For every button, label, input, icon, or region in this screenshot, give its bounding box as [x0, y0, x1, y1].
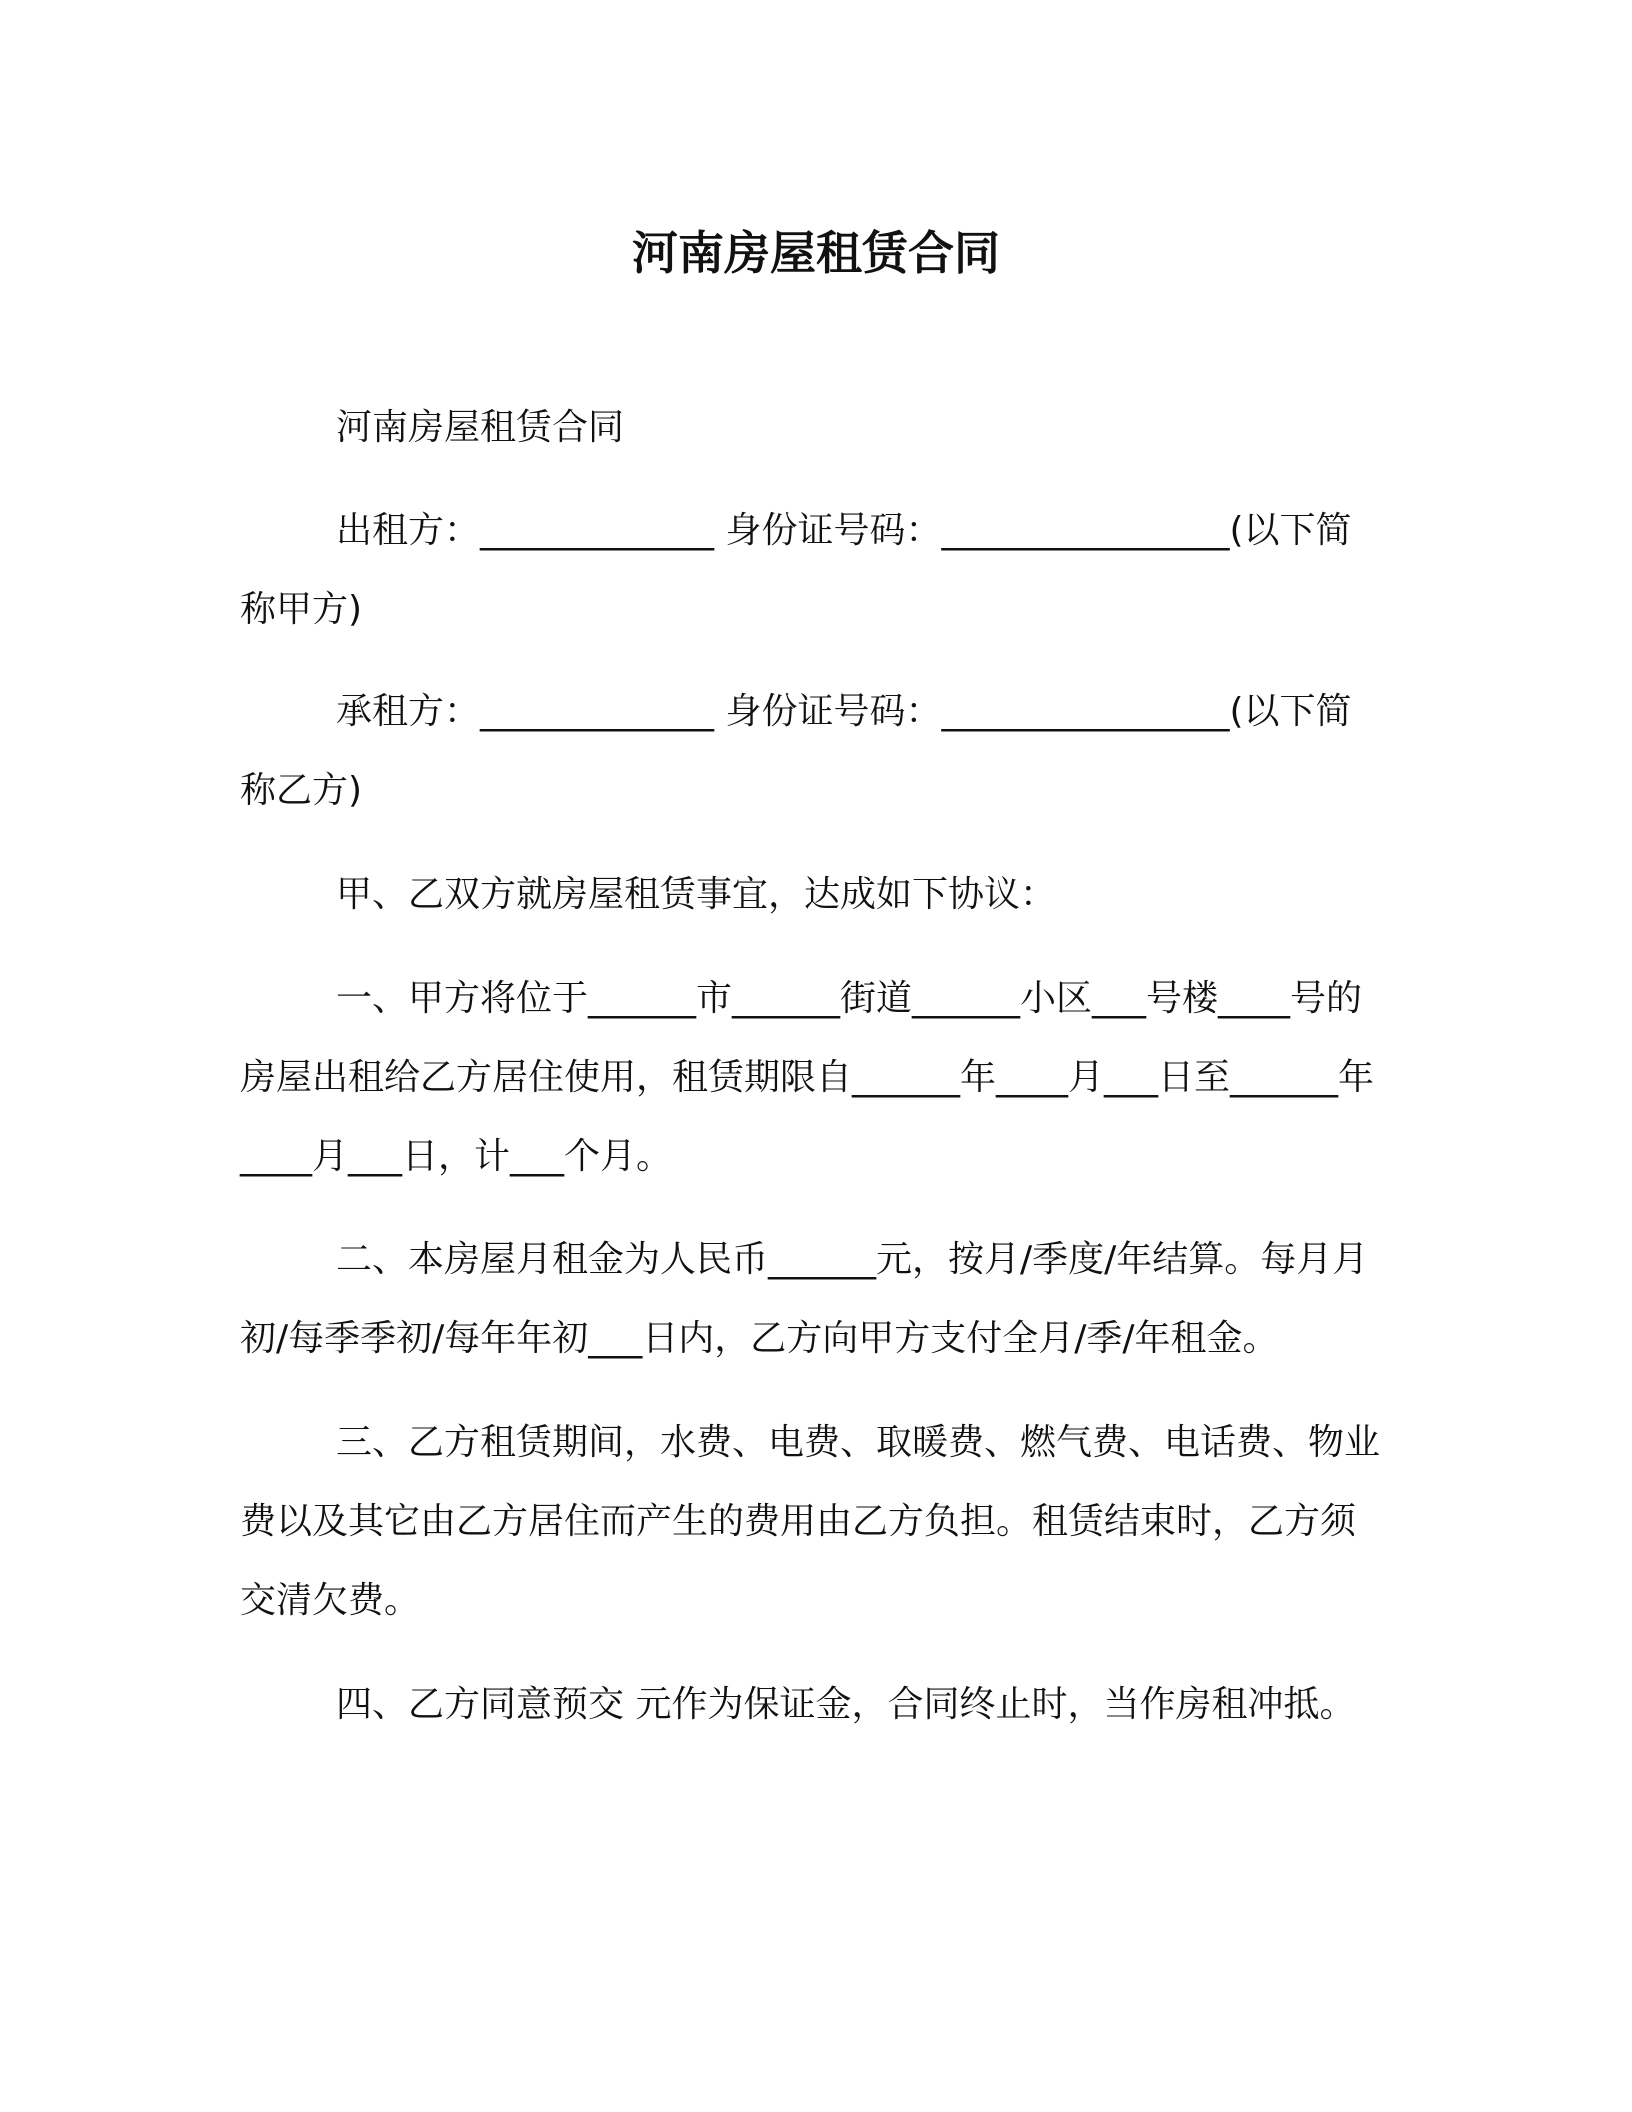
clause-2-paragraph: 二、本房屋月租金为人民币______元，按月/季度/年结算。每月月初/每季季初/每年年初___日内，乙方向甲方支付全月/季/年租金。 — [240, 1239, 1369, 1359]
clause-4-paragraph: 四、乙方同意预交 元作为保证金，合同终止时，当作房租冲抵。 — [336, 1684, 1356, 1725]
clause-3-paragraph: 三、乙方租赁期间，水费、电费、取暖费、燃气费、电话费、物业费以及其它由乙方居住而产生的费用由乙方负担。租赁结束时，乙方须交清欠费。 — [240, 1422, 1381, 1621]
clause-1-paragraph: 一、甲方将位于______市______街道______小区___号楼____号的房屋出租给乙方居住使用，租赁期限自______年____月___日至______年____月___日，计___个月。 — [240, 978, 1375, 1177]
document-body — [240, 388, 1380, 1744]
lessor-paragraph: 出租方：_____________ 身份证号码：________________(以下简称甲方) — [240, 510, 1352, 630]
lessee-paragraph: 承租方：_____________ 身份证号码：________________(以下简称乙方) — [240, 691, 1352, 811]
agreement-intro-paragraph: 甲、乙双方就房屋租赁事宜，达成如下协议： — [336, 874, 1057, 915]
document-title: 河南房屋租赁合同 — [632, 226, 1000, 280]
subtitle-paragraph: 河南房屋租赁合同 — [336, 407, 625, 448]
